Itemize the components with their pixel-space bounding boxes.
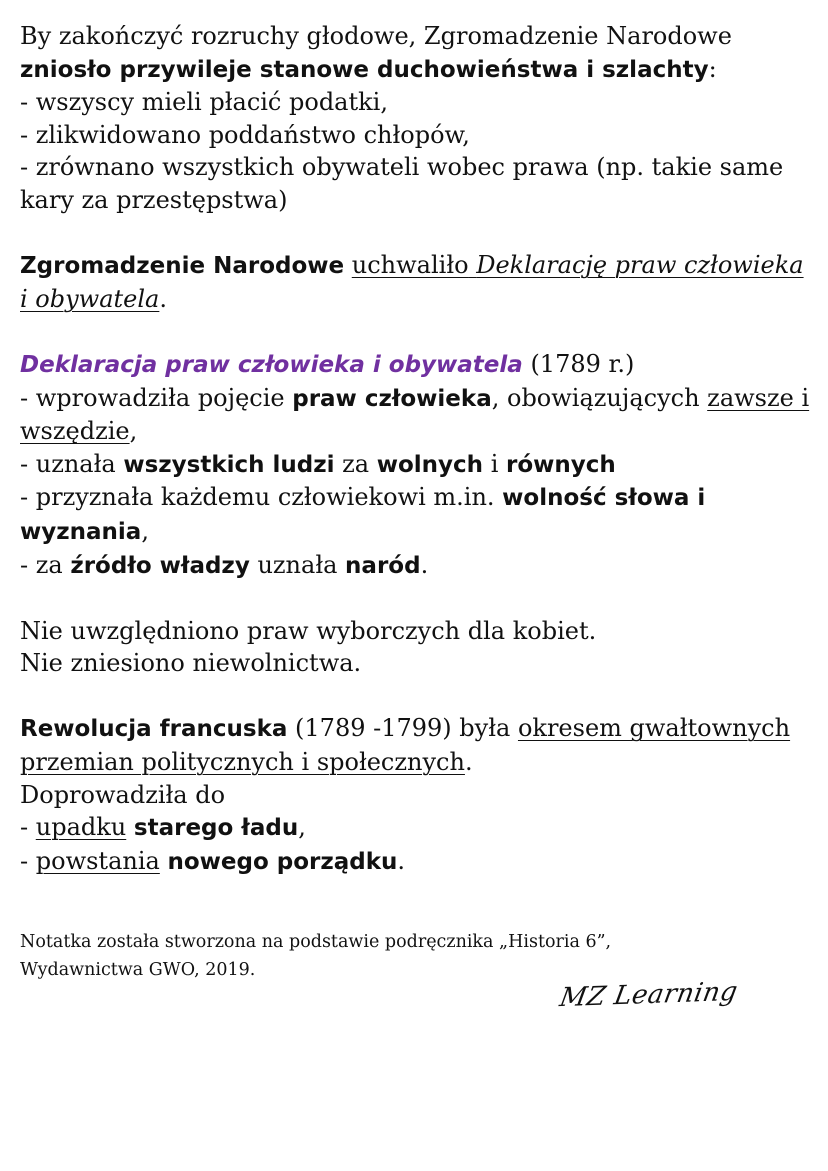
bold-french-revolution: Rewolucja francuska: [20, 716, 288, 743]
item2-mid2: i: [483, 449, 506, 478]
rev-item1-space: [126, 813, 134, 841]
footnote-line-2: Wydawnictwa GWO, 2019.: [20, 960, 256, 980]
bold-nation: naród: [345, 552, 421, 579]
underlined-rise: powstania: [35, 846, 160, 875]
rev-item2-tail: .: [397, 846, 406, 875]
list-item-serfdom: - zlikwidowano poddaństwo chłopów,: [20, 120, 470, 149]
item3-tail: ,: [141, 516, 149, 545]
period: .: [159, 284, 167, 313]
declaration-heading: Deklaracja praw człowieka i obywatela: [20, 351, 523, 378]
italic-declaration-title: Deklarację praw człowieka i obywatela: [20, 251, 804, 313]
mz-learning-signature: MZ Learning: [557, 976, 741, 1014]
item2-mid1: za: [334, 449, 377, 478]
section-omissions: [20, 615, 810, 680]
section-declaration-contents: [20, 348, 810, 582]
bold-national-assembly: Zgromadzenie Narodowe: [20, 253, 345, 280]
declaration-year: (1789 r.): [522, 349, 635, 378]
list-item-taxes: - wszyscy mieli płacić podatki,: [20, 88, 388, 117]
rev-item2-pre: -: [20, 846, 36, 875]
bold-old-order: starego ładu: [133, 815, 299, 842]
section-privileges: [20, 20, 810, 217]
omission-slavery: Nie zniesiono niewolnictwa.: [20, 649, 362, 678]
underlined-fall: upadku: [35, 813, 127, 842]
item1-mid: , obowiązujących: [491, 383, 708, 412]
colon: :: [708, 54, 717, 83]
bold-freedom-speech-religion: wolność słowa i wyznania: [20, 485, 706, 545]
bold-human-rights: praw człowieka: [292, 385, 492, 412]
revolution-tail: .: [464, 748, 473, 777]
source-footnote: [20, 928, 810, 984]
bold-equal: równych: [506, 451, 616, 478]
section-declaration-adopted: [20, 249, 810, 315]
list-item-equality: - zrównano wszystkich obywateli wobec prawa (np. takie same kary za przestępstwa): [20, 153, 784, 214]
underlined-period-of-changes: okresem gwałtownych przemian politycznych i społecznych: [20, 714, 791, 777]
bold-all-people: wszystkich ludzi: [123, 451, 335, 478]
item1-tail: ,: [129, 417, 138, 446]
item4-tail: .: [420, 550, 429, 579]
item4-mid: uznała: [249, 550, 346, 579]
note-body: [20, 20, 810, 878]
item3-pre: - przyznała każdemu człowiekowi m.in.: [20, 483, 503, 512]
verb-text: uchwaliło: [351, 251, 469, 280]
led-to-text: Doprowadziła do: [20, 780, 226, 809]
bold-source-of-power: źródło władzy: [70, 552, 250, 579]
section-revolution: [20, 712, 810, 878]
item4-pre: - za: [20, 550, 71, 579]
item2-pre: - uznała: [20, 449, 124, 478]
rev-item1-tail: ,: [298, 813, 306, 842]
rev-item1-pre: -: [20, 813, 36, 842]
bold-new-order: nowego porządku: [167, 848, 398, 875]
item1-pre: - wprowadziła pojęcie: [20, 383, 293, 412]
underlined-always-everywhere: zawsze i wszędzie: [20, 383, 810, 446]
intro-text: By zakończyć rozruchy głodowe, Zgromadzenie Narodowe: [20, 22, 732, 50]
omission-women-voting: Nie uwzględniono praw wyborczych dla kobiet.: [20, 616, 597, 645]
footnote-line-1: Notatka została stworzona na podstawie podręcznika „Historia 6”,: [20, 932, 612, 952]
bold-free: wolnych: [376, 451, 484, 478]
bold-abolished-privileges: zniosło przywileje stanowe duchowieństwa i szlachty: [20, 56, 709, 83]
revolution-years: (1789 -1799) była: [287, 714, 518, 743]
